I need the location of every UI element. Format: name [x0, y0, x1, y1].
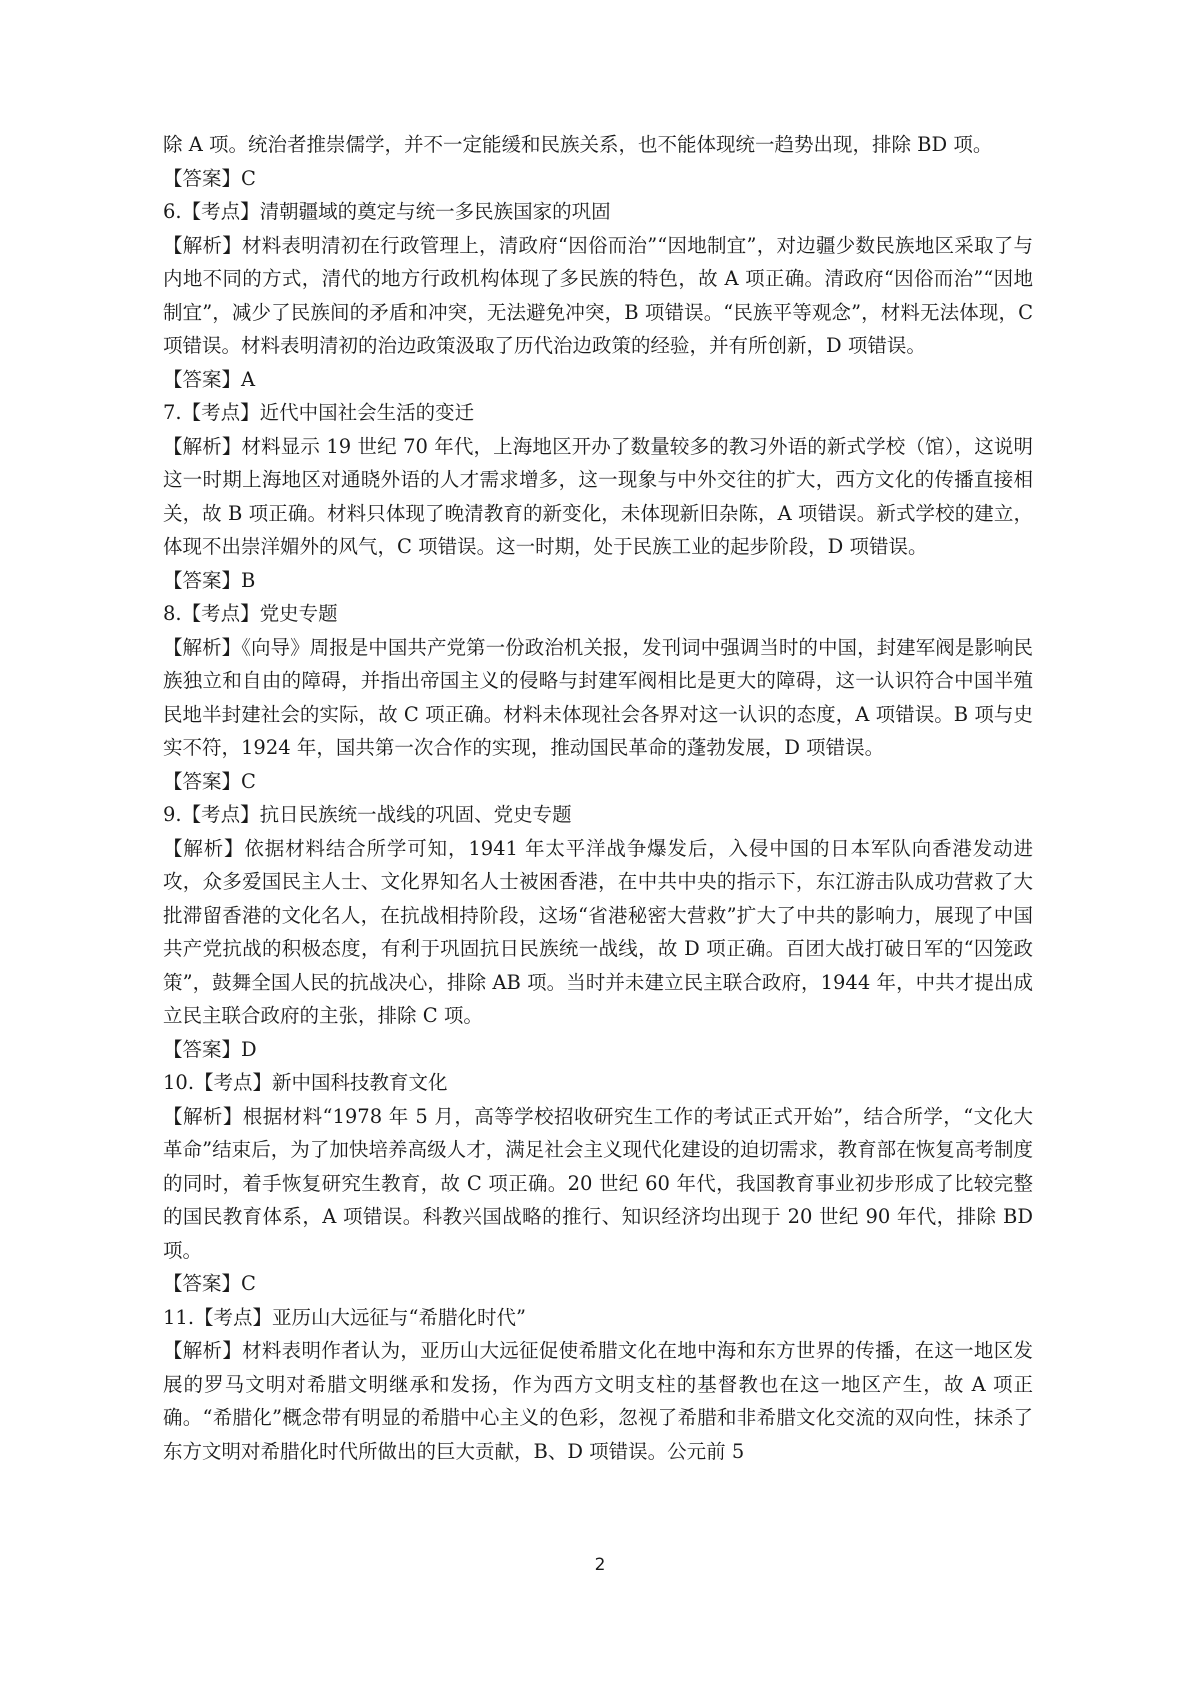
analysis-paragraph: 【解析】《向导》周报是中国共产党第一份政治机关报，发刊词中强调当时的中国，封建军阀是影响民族独立和自由的障碍，并指出帝国主义的侵略与封建军阀相比是更大的障碍，这一认识符合中国半殖民地半封建社会的实际，故 C 项正确。材料未体现社会各界对这一认识的态度，A 项错误。B 项与史实不符，1924 年，国共第一次合作的实现，推动国民革命的蓬勃发展，D 项错误。	[163, 635, 1033, 759]
analysis-paragraph: 【解析】依据材料结合所学可知，1941 年太平洋战争爆发后，入侵中国的日本军队向香港发动进攻，众多爱国民主人士、文化界知名人士被困香港，在中共中央的指示下，东江游击队成功营救了大批滞留香港的文化名人，在抗战相持阶段，这场“省港秘密大营救”扩大了中共的影响力，展现了中国共产党抗战的积极态度，有利于巩固抗日民族统一战线，故 D 项正确。百团大战打破日军的“囚笼政策”，鼓舞全国人民的抗战决心，排除 AB 项。当时并未建立民主联合政府，1944 年，中共才提出成立民主联合政府的主张，排除 C 项。	[163, 836, 1033, 1027]
answer-line: 【答案】D	[163, 1037, 257, 1061]
question-heading: 10.【考点】新中国科技教育文化	[163, 1071, 448, 1094]
answer-line: 【答案】C	[163, 166, 256, 190]
analysis-paragraph: 【解析】根据材料“1978 年 5 月，高等学校招收研究生工作的考试正式开始”，结合所学，“文化大革命”结束后，为了加快培养高级人才，满足社会主义现代化建设的迫切需求，教育部在恢复高考制度的同时，着手恢复研究生教育，故 C 项正确。20 世纪 60 年代，我国教育事业初步形成了比较完整的国民教育体系，A 项错误。科教兴国战略的推行、知识经济均出现于 20 世纪 90 年代，排除 BD 项。	[163, 1104, 1033, 1262]
document-body	[163, 128, 1033, 1468]
question-heading: 6.【考点】清朝疆域的奠定与统一多民族国家的巩固	[163, 200, 611, 223]
analysis-paragraph: 【解析】材料表明作者认为，亚历山大远征促使希腊文化在地中海和东方世界的传播，在这一地区发展的罗马文明对希腊文明继承和发扬，作为西方文明支柱的基督教也在这一地区产生，故 A 项正确。“希腊化”概念带有明显的希腊中心主义的色彩，忽视了希腊和非希腊文化交流的双向性，抹杀了东方文明对希腊化时代所做出的巨大贡献，B、D 项错误。公元前 5	[163, 1339, 1033, 1463]
question-heading: 7.【考点】近代中国社会生活的变迁	[163, 401, 475, 424]
analysis-paragraph: 【解析】材料显示 19 世纪 70 年代，上海地区开办了数量较多的教习外语的新式学校（馆），这说明这一时期上海地区对通晓外语的人才需求增多，这一现象与中外交往的扩大，西方文化的传播直接相关，故 B 项正确。材料只体现了晚清教育的新变化，未体现新旧杂陈，A 项错误。新式学校的建立，体现不出崇洋媚外的风气，C 项错误。这一时期，处于民族工业的起步阶段，D 项错误。	[163, 434, 1033, 558]
question-heading: 11.【考点】亚历山大远征与“希腊化时代”	[163, 1305, 526, 1329]
answer-line: 【答案】C	[163, 1272, 256, 1295]
paragraph-continuation: 除 A 项。统治者推崇儒学，并不一定能缓和民族关系，也不能体现统一趋势出现，排除 BD 项。	[163, 133, 993, 156]
analysis-paragraph: 【解析】材料表明清初在行政管理上，清政府“因俗而治”“因地制宜”，对边疆少数民族地区采取了与内地不同的方式，清代的地方行政机构体现了多民族的特色，故 A 项正确。清政府“因俗而治”“因地制宜”，减少了民族间的矛盾和冲突，无法避免冲突，B 项错误。“民族平等观念”，材料无法体现，C 项错误。材料表明清初的治边政策汲取了历代治边政策的经验，并有所创新，D 项错误。	[163, 233, 1033, 357]
answer-line: 【答案】C	[163, 769, 256, 793]
answer-line: 【答案】A	[163, 367, 256, 391]
question-heading: 9.【考点】抗日民族统一战线的巩固、党史专题	[163, 803, 572, 826]
question-heading: 8.【考点】党史专题	[163, 602, 338, 625]
page-number: 2	[594, 1555, 606, 1575]
answer-line: 【答案】B	[163, 568, 256, 592]
